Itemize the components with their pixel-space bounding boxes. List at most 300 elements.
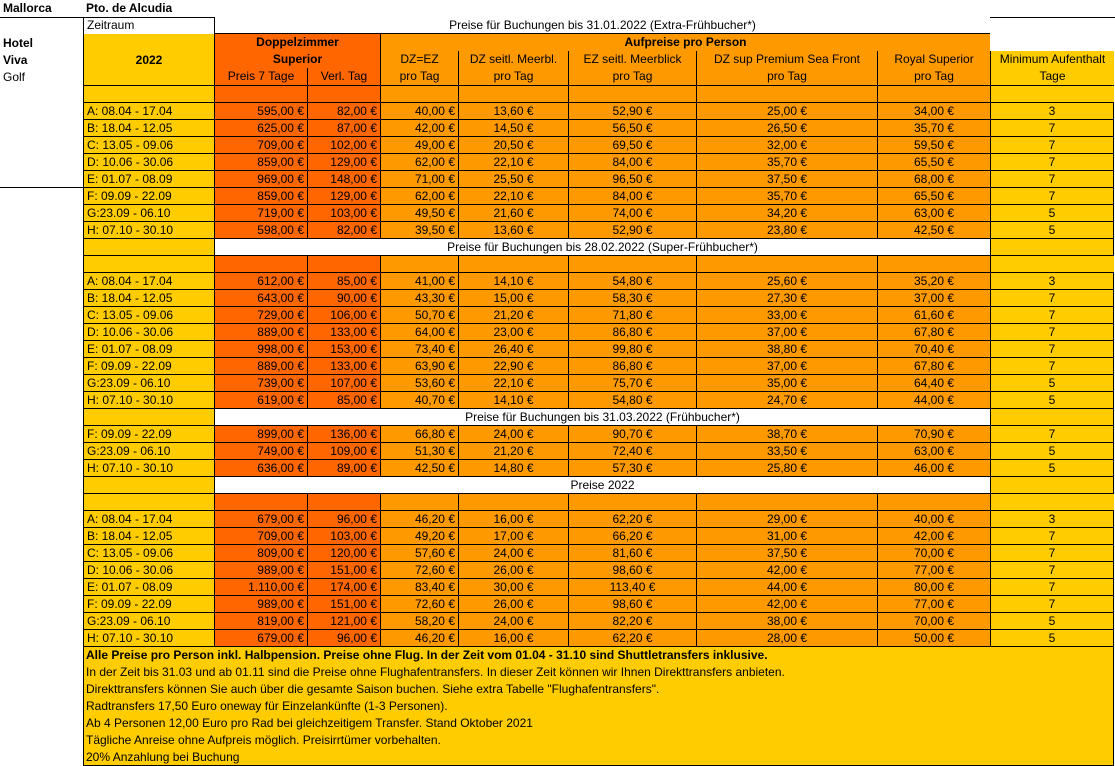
- location-label: Pto. de Alcudia: [86, 1, 173, 15]
- price-cell: 37,50 €: [696, 545, 877, 562]
- price-cell: 90,00 €: [307, 290, 380, 307]
- price-cell: 24,00 €: [458, 545, 568, 562]
- price-cell: 54,80 €: [568, 392, 696, 409]
- period-cell: E: 01.07 - 08.09: [83, 341, 214, 358]
- notes-block: [83, 646, 1114, 766]
- price-cell: 25,60 €: [696, 273, 877, 290]
- price-cell: 62,00 €: [380, 154, 458, 171]
- price-cell: 62,20 €: [568, 630, 696, 647]
- price-cell: 72,60 €: [380, 562, 458, 579]
- price-cell: 103,00 €: [307, 205, 380, 222]
- price-cell: 14,80 €: [458, 460, 568, 477]
- price-cell: 37,00 €: [696, 324, 877, 341]
- period-cell: G:23.09 - 06.10: [83, 375, 214, 392]
- price-cell: 46,20 €: [380, 511, 458, 528]
- price-cell: 66,20 €: [568, 528, 696, 545]
- note-line: Tägliche Anreise ohne Aufpreis möglich. Preisirrtümer vorbehalten.: [86, 733, 441, 747]
- min-stay-cell: 5: [990, 460, 1114, 477]
- price-cell: 70,00 €: [877, 545, 990, 562]
- min-stay-cell: 7: [990, 154, 1114, 171]
- price-cell: 174,00 €: [307, 579, 380, 596]
- spacer-cell: [307, 494, 380, 511]
- column-header: Royal Superior: [877, 51, 990, 68]
- min-stay-cell: 7: [990, 137, 1114, 154]
- price-cell: 77,00 €: [877, 596, 990, 613]
- price-cell: 39,50 €: [380, 222, 458, 239]
- period-cell: F: 09.09 - 22.09: [83, 596, 214, 613]
- price-cell: 643,00 €: [214, 290, 307, 307]
- price-cell: 133,00 €: [307, 324, 380, 341]
- price-cell: 64,00 €: [380, 324, 458, 341]
- price-cell: 25,00 €: [696, 103, 877, 120]
- column-header: DZ seitl. Meerbl.: [458, 51, 568, 68]
- min-stay-cell: 7: [990, 120, 1114, 137]
- price-cell: 51,30 €: [380, 443, 458, 460]
- period-cell: G:23.09 - 06.10: [83, 205, 214, 222]
- min-stay-cell: 7: [990, 596, 1114, 613]
- min-stay-cell: 5: [990, 375, 1114, 392]
- column-subheader: Preis 7 Tage: [214, 68, 307, 86]
- price-cell: 32,00 €: [696, 137, 877, 154]
- spacer-cell: [568, 86, 696, 103]
- price-cell: 50,70 €: [380, 307, 458, 324]
- price-cell: 625,00 €: [214, 120, 307, 137]
- column-subheader: pro Tag: [696, 68, 877, 86]
- price-cell: 46,20 €: [380, 630, 458, 647]
- spacer-cell: [458, 494, 568, 511]
- price-cell: 26,00 €: [458, 596, 568, 613]
- aufpreise-label: Aufpreise pro Person: [380, 34, 990, 51]
- price-cell: 41,00 €: [380, 273, 458, 290]
- price-cell: 709,00 €: [214, 528, 307, 545]
- note-line: Alle Preise pro Person inkl. Halbpension. Preise ohne Flug. In der Zeit vom 01.04 - 31.10 sind Shuttletransfers inklusive.: [86, 648, 768, 662]
- price-cell: 151,00 €: [307, 596, 380, 613]
- hotel-line-3: Golf: [3, 70, 26, 84]
- section-title: Preise 2022: [214, 477, 990, 494]
- price-cell: 65,50 €: [877, 188, 990, 205]
- column-subheader: pro Tag: [877, 68, 990, 86]
- price-cell: 998,00 €: [214, 341, 307, 358]
- price-cell: 50,00 €: [877, 630, 990, 647]
- price-cell: 57,30 €: [568, 460, 696, 477]
- price-cell: 67,80 €: [877, 324, 990, 341]
- price-cell: 74,00 €: [568, 205, 696, 222]
- price-cell: 80,00 €: [877, 579, 990, 596]
- note-line: Ab 4 Personen 12,00 Euro pro Rad bei gleichzeitigem Transfer. Stand Oktober 2021: [86, 716, 533, 730]
- price-cell: 719,00 €: [214, 205, 307, 222]
- column-subheader: pro Tag: [568, 68, 696, 86]
- price-cell: 889,00 €: [214, 358, 307, 375]
- spacer-cell: [990, 256, 1114, 273]
- min-stay-cell: 5: [990, 205, 1114, 222]
- price-cell: 73,40 €: [380, 341, 458, 358]
- price-cell: 70,40 €: [877, 341, 990, 358]
- price-cell: 82,20 €: [568, 613, 696, 630]
- spacer-cell: [990, 494, 1114, 511]
- price-cell: 40,00 €: [877, 511, 990, 528]
- column-header: Minimum Aufenthalt: [990, 51, 1114, 68]
- price-cell: 1.110,00 €: [214, 579, 307, 596]
- price-cell: 70,90 €: [877, 426, 990, 443]
- min-stay-cell: 7: [990, 188, 1114, 205]
- price-cell: 121,00 €: [307, 613, 380, 630]
- room-type-line-2: Superior: [214, 51, 380, 68]
- spacer-cell: [568, 494, 696, 511]
- spacer-cell: [380, 256, 458, 273]
- price-cell: 64,40 €: [877, 375, 990, 392]
- spacer-cell: [696, 256, 877, 273]
- period-cell: F: 09.09 - 22.09: [83, 426, 214, 443]
- price-cell: 22,10 €: [458, 188, 568, 205]
- min-stay-cell: 7: [990, 579, 1114, 596]
- column-subheader: Verl. Tag: [307, 68, 380, 86]
- price-cell: 81,60 €: [568, 545, 696, 562]
- min-stay-cell: 5: [990, 443, 1114, 460]
- spacer-cell: [696, 86, 877, 103]
- price-cell: 42,00 €: [696, 596, 877, 613]
- price-cell: 819,00 €: [214, 613, 307, 630]
- period-cell: E: 01.07 - 08.09: [83, 579, 214, 596]
- price-cell: 709,00 €: [214, 137, 307, 154]
- hotel-line-1: Hotel: [3, 36, 33, 50]
- price-cell: 24,70 €: [696, 392, 877, 409]
- spacer-cell: [83, 477, 214, 494]
- price-cell: 129,00 €: [307, 188, 380, 205]
- price-cell: 67,80 €: [877, 358, 990, 375]
- price-cell: 29,00 €: [696, 511, 877, 528]
- spacer-cell: [307, 256, 380, 273]
- min-stay-cell: 5: [990, 392, 1114, 409]
- price-cell: 612,00 €: [214, 273, 307, 290]
- price-cell: 35,00 €: [696, 375, 877, 392]
- price-cell: 82,00 €: [307, 103, 380, 120]
- column-subheader: Tage: [990, 68, 1114, 86]
- price-cell: 63,00 €: [877, 443, 990, 460]
- section-title: Preise für Buchungen bis 31.01.2022 (Extra-Frühbucher*): [214, 17, 990, 34]
- period-cell: F: 09.09 - 22.09: [83, 188, 214, 205]
- price-cell: 63,00 €: [877, 205, 990, 222]
- price-cell: 21,60 €: [458, 205, 568, 222]
- spacer-cell: [877, 256, 990, 273]
- price-cell: 26,40 €: [458, 341, 568, 358]
- price-cell: 68,00 €: [877, 171, 990, 188]
- price-cell: 62,00 €: [380, 188, 458, 205]
- price-cell: 16,00 €: [458, 511, 568, 528]
- price-cell: 96,00 €: [307, 630, 380, 647]
- spacer-cell: [307, 86, 380, 103]
- price-cell: 729,00 €: [214, 307, 307, 324]
- price-cell: 23,80 €: [696, 222, 877, 239]
- price-cell: 151,00 €: [307, 562, 380, 579]
- price-cell: 40,00 €: [380, 103, 458, 120]
- price-cell: 103,00 €: [307, 528, 380, 545]
- spacer-cell: [380, 86, 458, 103]
- column-header: EZ seitl. Meerblick: [568, 51, 696, 68]
- price-cell: 136,00 €: [307, 426, 380, 443]
- price-cell: 22,10 €: [458, 154, 568, 171]
- min-stay-cell: 7: [990, 290, 1114, 307]
- period-cell: A: 08.04 - 17.04: [83, 511, 214, 528]
- price-cell: 889,00 €: [214, 324, 307, 341]
- price-cell: 85,00 €: [307, 273, 380, 290]
- zeitraum-label: Zeitraum: [83, 17, 214, 34]
- period-cell: D: 10.06 - 30.06: [83, 324, 214, 341]
- price-cell: 969,00 €: [214, 171, 307, 188]
- column-subheader: pro Tag: [458, 68, 568, 86]
- price-cell: 72,40 €: [568, 443, 696, 460]
- min-stay-cell: 5: [990, 630, 1114, 647]
- spacer-cell: [214, 494, 307, 511]
- price-cell: 24,00 €: [458, 613, 568, 630]
- price-cell: 86,80 €: [568, 358, 696, 375]
- price-cell: 56,50 €: [568, 120, 696, 137]
- price-cell: 989,00 €: [214, 562, 307, 579]
- price-cell: 42,00 €: [696, 562, 877, 579]
- price-cell: 69,50 €: [568, 137, 696, 154]
- price-cell: 87,00 €: [307, 120, 380, 137]
- region-label: Mallorca: [3, 1, 52, 15]
- period-cell: C: 13.05 - 09.06: [83, 137, 214, 154]
- period-cell: A: 08.04 - 17.04: [83, 103, 214, 120]
- price-cell: 21,20 €: [458, 443, 568, 460]
- note-line: Radtransfers 17,50 Euro oneway für Einzelankünfte (1-3 Personen).: [86, 699, 448, 713]
- price-cell: 20,50 €: [458, 137, 568, 154]
- price-cell: 113,40 €: [568, 579, 696, 596]
- price-cell: 85,00 €: [307, 392, 380, 409]
- price-cell: 25,80 €: [696, 460, 877, 477]
- price-cell: 28,00 €: [696, 630, 877, 647]
- min-stay-cell: 5: [990, 222, 1114, 239]
- period-cell: E: 01.07 - 08.09: [83, 171, 214, 188]
- spacer-cell: [696, 494, 877, 511]
- price-cell: 22,10 €: [458, 375, 568, 392]
- price-cell: 899,00 €: [214, 426, 307, 443]
- price-cell: 35,70 €: [696, 154, 877, 171]
- period-cell: D: 10.06 - 30.06: [83, 562, 214, 579]
- price-cell: 636,00 €: [214, 460, 307, 477]
- price-cell: 26,00 €: [458, 562, 568, 579]
- note-line: Direkttransfers können Sie auch über die gesamte Saison buchen. Siehe extra Tabelle "Flughafentransfers".: [86, 682, 660, 696]
- price-cell: 33,00 €: [696, 307, 877, 324]
- price-cell: 27,30 €: [696, 290, 877, 307]
- price-cell: 43,30 €: [380, 290, 458, 307]
- price-cell: 70,00 €: [877, 613, 990, 630]
- price-cell: 62,20 €: [568, 511, 696, 528]
- price-cell: 44,00 €: [696, 579, 877, 596]
- price-cell: 809,00 €: [214, 545, 307, 562]
- price-cell: 859,00 €: [214, 188, 307, 205]
- price-cell: 148,00 €: [307, 171, 380, 188]
- spacer-cell: [83, 409, 214, 426]
- price-cell: 65,50 €: [877, 154, 990, 171]
- price-cell: 16,00 €: [458, 630, 568, 647]
- period-cell: B: 18.04 - 12.05: [83, 528, 214, 545]
- price-cell: 72,60 €: [380, 596, 458, 613]
- section-title: Preise für Buchungen bis 28.02.2022 (Super-Frühbucher*): [214, 239, 990, 256]
- price-cell: 34,00 €: [877, 103, 990, 120]
- price-cell: 42,00 €: [877, 528, 990, 545]
- period-cell: B: 18.04 - 12.05: [83, 120, 214, 137]
- min-stay-cell: 7: [990, 358, 1114, 375]
- room-type-line-1: Doppelzimmer: [214, 34, 380, 51]
- price-cell: 739,00 €: [214, 375, 307, 392]
- spacer-cell: [83, 239, 214, 256]
- price-cell: 98,60 €: [568, 596, 696, 613]
- price-cell: 989,00 €: [214, 596, 307, 613]
- spacer-cell: [380, 494, 458, 511]
- price-cell: 37,00 €: [877, 290, 990, 307]
- price-cell: 59,50 €: [877, 137, 990, 154]
- spacer-cell: [990, 239, 1114, 256]
- spacer-cell: [458, 256, 568, 273]
- spacer-cell: [214, 256, 307, 273]
- price-cell: 84,00 €: [568, 188, 696, 205]
- price-cell: 35,70 €: [696, 188, 877, 205]
- price-cell: 17,00 €: [458, 528, 568, 545]
- min-stay-cell: 7: [990, 341, 1114, 358]
- price-cell: 14,10 €: [458, 392, 568, 409]
- price-cell: 42,50 €: [380, 460, 458, 477]
- price-cell: 52,90 €: [568, 222, 696, 239]
- price-cell: 66,80 €: [380, 426, 458, 443]
- period-cell: H: 07.10 - 30.10: [83, 222, 214, 239]
- price-cell: 53,60 €: [380, 375, 458, 392]
- price-cell: 23,00 €: [458, 324, 568, 341]
- price-cell: 52,90 €: [568, 103, 696, 120]
- price-cell: 38,70 €: [696, 426, 877, 443]
- spacer-cell: [990, 86, 1114, 103]
- price-cell: 31,00 €: [696, 528, 877, 545]
- price-cell: 99,80 €: [568, 341, 696, 358]
- price-cell: 14,10 €: [458, 273, 568, 290]
- period-cell: D: 10.06 - 30.06: [83, 154, 214, 171]
- spacer-cell: [83, 494, 214, 511]
- price-cell: 57,60 €: [380, 545, 458, 562]
- price-cell: 13,60 €: [458, 222, 568, 239]
- price-cell: 598,00 €: [214, 222, 307, 239]
- price-cell: 84,00 €: [568, 154, 696, 171]
- period-cell: C: 13.05 - 09.06: [83, 307, 214, 324]
- price-cell: 21,20 €: [458, 307, 568, 324]
- price-cell: 120,00 €: [307, 545, 380, 562]
- min-stay-cell: 3: [990, 511, 1114, 528]
- min-stay-cell: 7: [990, 545, 1114, 562]
- spacer-cell: [83, 256, 214, 273]
- price-cell: 58,20 €: [380, 613, 458, 630]
- price-cell: 37,50 €: [696, 171, 877, 188]
- price-cell: 107,00 €: [307, 375, 380, 392]
- spacer-cell: [990, 477, 1114, 494]
- price-cell: 38,80 €: [696, 341, 877, 358]
- note-line: 20% Anzahlung bei Buchung: [86, 750, 240, 764]
- price-cell: 30,00 €: [458, 579, 568, 596]
- price-cell: 679,00 €: [214, 630, 307, 647]
- price-cell: 106,00 €: [307, 307, 380, 324]
- price-cell: 749,00 €: [214, 443, 307, 460]
- spacer-cell: [990, 409, 1114, 426]
- price-cell: 679,00 €: [214, 511, 307, 528]
- year-label: 2022: [83, 34, 214, 86]
- period-cell: H: 07.10 - 30.10: [83, 392, 214, 409]
- price-cell: 96,50 €: [568, 171, 696, 188]
- period-cell: G:23.09 - 06.10: [83, 613, 214, 630]
- period-cell: C: 13.05 - 09.06: [83, 545, 214, 562]
- column-subheader: pro Tag: [380, 68, 458, 86]
- price-cell: 49,00 €: [380, 137, 458, 154]
- price-cell: 42,00 €: [380, 120, 458, 137]
- section-title: Preise für Buchungen bis 31.03.2022 (Frühbucher*): [214, 409, 990, 426]
- min-stay-cell: 5: [990, 613, 1114, 630]
- price-cell: 83,40 €: [380, 579, 458, 596]
- period-cell: G:23.09 - 06.10: [83, 443, 214, 460]
- price-cell: 22,90 €: [458, 358, 568, 375]
- price-cell: 61,60 €: [877, 307, 990, 324]
- price-cell: 33,50 €: [696, 443, 877, 460]
- price-cell: 25,50 €: [458, 171, 568, 188]
- min-stay-cell: 7: [990, 426, 1114, 443]
- price-cell: 46,00 €: [877, 460, 990, 477]
- period-cell: B: 18.04 - 12.05: [83, 290, 214, 307]
- price-cell: 24,00 €: [458, 426, 568, 443]
- column-header: DZ sup Premium Sea Front: [696, 51, 877, 68]
- price-cell: 37,00 €: [696, 358, 877, 375]
- min-stay-cell: 7: [990, 528, 1114, 545]
- spacer-cell: [458, 86, 568, 103]
- min-stay-cell: 3: [990, 273, 1114, 290]
- price-cell: 38,00 €: [696, 613, 877, 630]
- spacer-cell: [83, 86, 214, 103]
- price-cell: 71,80 €: [568, 307, 696, 324]
- spacer-cell: [877, 494, 990, 511]
- price-cell: 26,50 €: [696, 120, 877, 137]
- price-cell: 75,70 €: [568, 375, 696, 392]
- price-cell: 13,60 €: [458, 103, 568, 120]
- hotel-line-2: Viva: [3, 53, 28, 67]
- note-line: In der Zeit bis 31.03 und ab 01.11 sind die Preise ohne Flughafentransfers. In dieser Zeit können wir Ihnen Direkttransfers anbieten.: [86, 665, 785, 679]
- price-cell: 109,00 €: [307, 443, 380, 460]
- price-cell: 54,80 €: [568, 273, 696, 290]
- price-cell: 58,30 €: [568, 290, 696, 307]
- price-cell: 96,00 €: [307, 511, 380, 528]
- price-cell: 133,00 €: [307, 358, 380, 375]
- min-stay-cell: 7: [990, 171, 1114, 188]
- price-cell: 14,50 €: [458, 120, 568, 137]
- price-cell: 34,20 €: [696, 205, 877, 222]
- price-cell: 98,60 €: [568, 562, 696, 579]
- price-cell: 129,00 €: [307, 154, 380, 171]
- price-cell: 44,00 €: [877, 392, 990, 409]
- price-cell: 102,00 €: [307, 137, 380, 154]
- period-cell: F: 09.09 - 22.09: [83, 358, 214, 375]
- price-cell: 49,50 €: [380, 205, 458, 222]
- min-stay-cell: 7: [990, 324, 1114, 341]
- price-cell: 859,00 €: [214, 154, 307, 171]
- price-cell: 595,00 €: [214, 103, 307, 120]
- price-cell: 49,20 €: [380, 528, 458, 545]
- period-cell: H: 07.10 - 30.10: [83, 460, 214, 477]
- column-header: DZ=EZ: [380, 51, 458, 68]
- period-cell: H: 07.10 - 30.10: [83, 630, 214, 647]
- min-stay-cell: 7: [990, 307, 1114, 324]
- price-cell: 40,70 €: [380, 392, 458, 409]
- spacer-cell: [877, 86, 990, 103]
- price-cell: 35,20 €: [877, 273, 990, 290]
- price-cell: 15,00 €: [458, 290, 568, 307]
- price-cell: 89,00 €: [307, 460, 380, 477]
- spacer-cell: [214, 86, 307, 103]
- price-cell: 82,00 €: [307, 222, 380, 239]
- spacer-cell: [568, 256, 696, 273]
